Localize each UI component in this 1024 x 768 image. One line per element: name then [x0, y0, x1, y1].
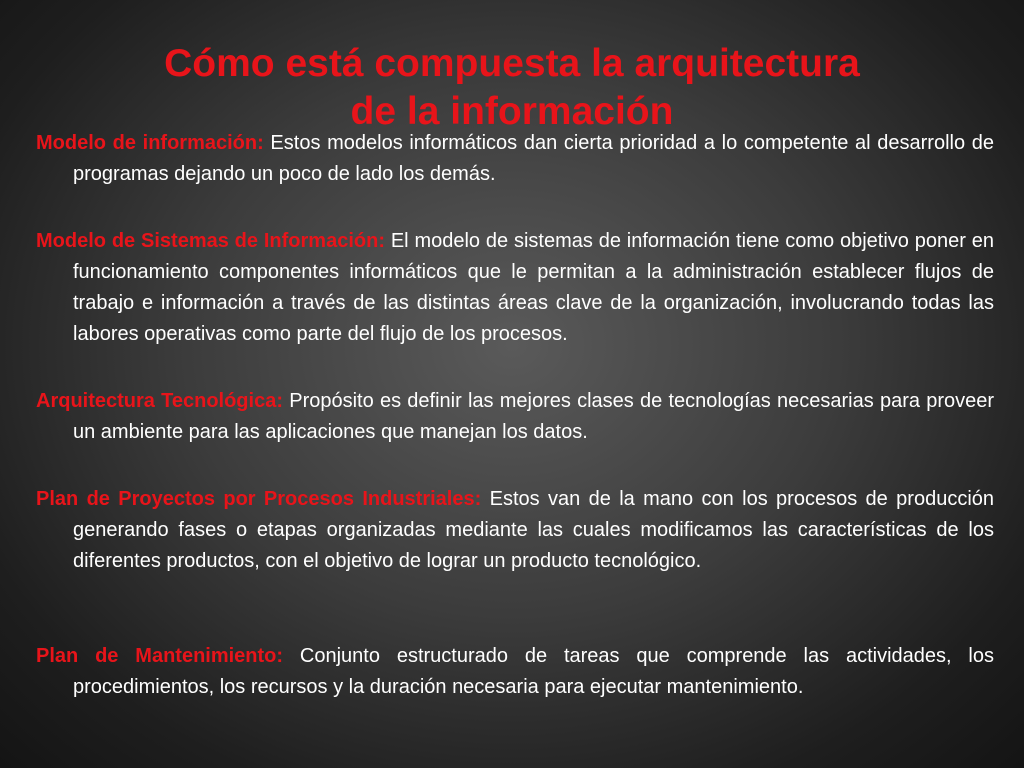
list-item-plan-proyectos — [36, 484, 994, 577]
item-term: Modelo de información: — [36, 132, 264, 154]
list-item-plan-mantenimiento — [36, 641, 994, 703]
item-description: Conjunto estructurado de tareas que comprende las actividades, los procedimientos, los recursos y la duración necesaria para ejecutar mantenimiento. — [73, 645, 994, 698]
list-item-modelo-informacion — [36, 128, 994, 190]
item-description: Propósito es definir las mejores clases de tecnologías necesarias para proveer un ambiente para las aplicaciones que manejan los datos. — [73, 390, 995, 443]
slide-title-line-2: de la información — [350, 90, 674, 134]
item-term: Modelo de Sistemas de Información: — [36, 230, 385, 252]
item-description: El modelo de sistemas de información tiene como objetivo poner en funcionamiento componentes informáticos que le permitan a la administración establecer flujos de trabajo e información a través de las distintas áreas clave de la organización, involucrando todas las labores operativas como parte del flujo de los procesos. — [73, 230, 994, 345]
item-term: Plan de Proyectos por Procesos Industriales: — [36, 488, 482, 510]
item-description: Estos van de la mano con los procesos de producción generando fases o etapas organizadas mediante las cuales modificamos las características de los diferentes productos, con el objetivo de lograr un producto tecnológico. — [73, 488, 995, 572]
content-list — [36, 128, 994, 703]
item-term: Arquitectura Tecnológica: — [36, 390, 283, 412]
list-item-modelo-sistemas — [36, 226, 994, 350]
item-description: Estos modelos informáticos dan cierta prioridad a lo competente al desarrollo de programas dejando un poco de lado los demás. — [73, 132, 994, 185]
slide-title-line-1: Cómo está compuesta la arquitectura — [164, 42, 860, 86]
item-term: Plan de Mantenimiento: — [36, 645, 284, 667]
slide-title — [0, 40, 1024, 136]
list-item-arquitectura-tecnologica — [36, 386, 994, 448]
